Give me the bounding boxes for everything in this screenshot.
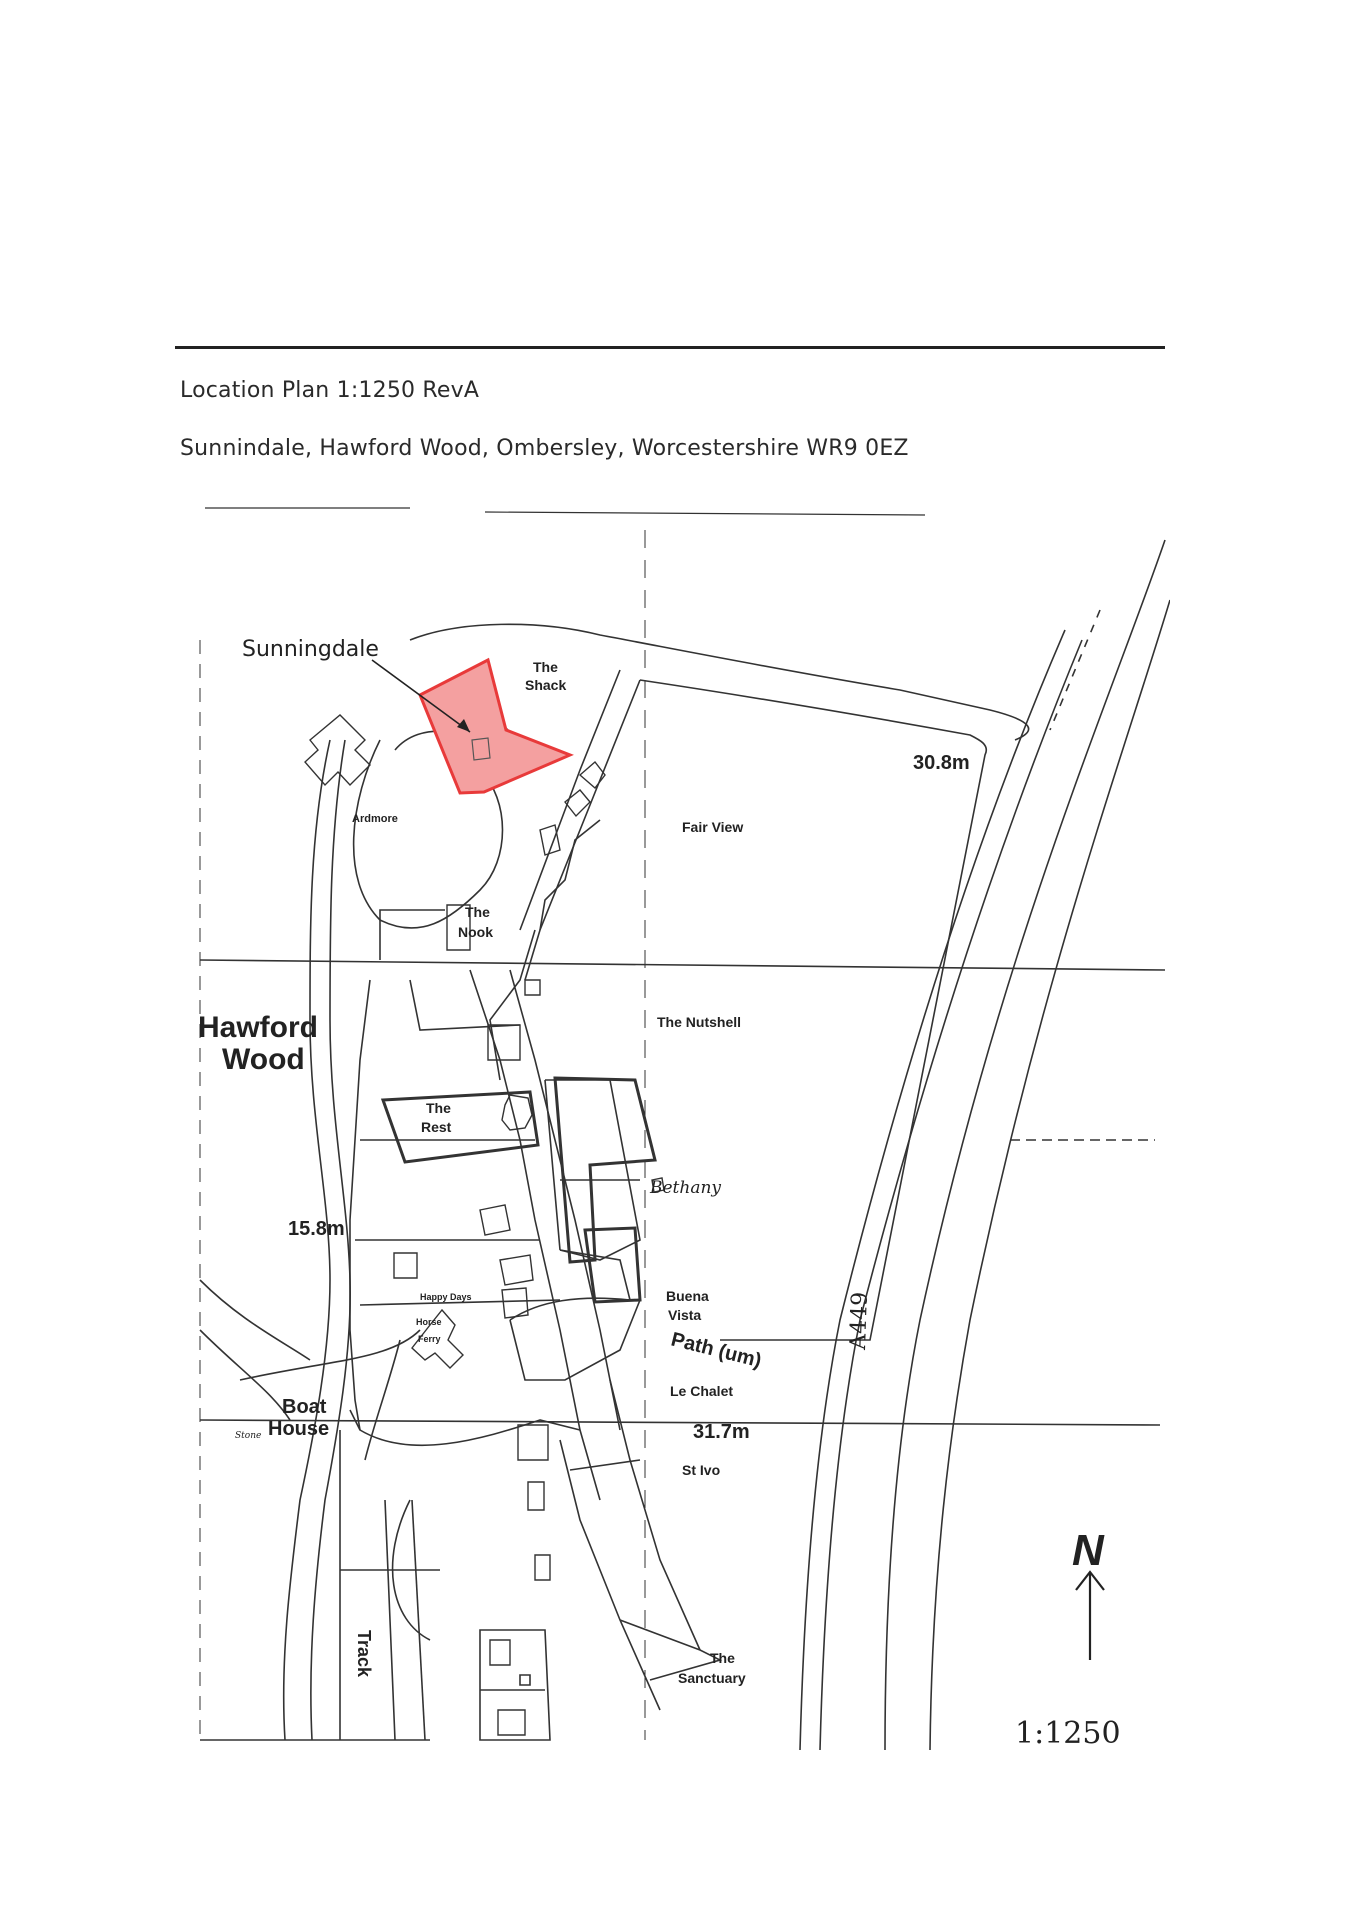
label-stone: Stone <box>235 1431 262 1441</box>
label-le-chalet: Le Chalet <box>670 1383 734 1399</box>
header-rule <box>175 346 1165 349</box>
label-the-rest-2: Rest <box>421 1119 452 1135</box>
label-bethany: Bethany <box>650 1178 722 1198</box>
label-the-nook-2: Nook <box>458 924 493 940</box>
label-the-sanctuary-2: Sanctuary <box>678 1670 746 1686</box>
label-horse-ferry-2: Ferry <box>418 1334 441 1344</box>
spot-height-15-8: 15.8m <box>288 1218 345 1240</box>
road-label-a449: A449 <box>846 1291 874 1351</box>
area-name-wood: Wood <box>222 1043 305 1076</box>
label-path-um: Path (um) <box>668 1328 764 1373</box>
label-buena-vista-2: Vista <box>668 1307 702 1323</box>
label-ardmore: Ardmore <box>352 813 398 825</box>
site-address: Sunnindale, Hawford Wood, Ombersley, Worcestershire WR9 0EZ <box>180 436 909 461</box>
label-horse-ferry-1: Horse <box>416 1317 442 1327</box>
label-the-shack-2: Shack <box>525 677 567 693</box>
area-name-hawford: Hawford <box>198 1011 318 1044</box>
label-track: Track <box>354 1630 374 1678</box>
label-st-ivo: St Ivo <box>682 1462 721 1478</box>
scale-label: 1:1250 <box>1015 1716 1121 1751</box>
label-the-nutshell: The Nutshell <box>657 1014 742 1030</box>
label-the-nook-1: The <box>465 904 490 920</box>
label-boat-house-2: House <box>268 1418 330 1440</box>
label-fair-view: Fair View <box>682 819 744 835</box>
spot-height-31-7: 31.7m <box>693 1421 750 1443</box>
label-happy-days: Happy Days <box>420 1292 472 1302</box>
label-the-shack-1: The <box>533 659 558 675</box>
location-map <box>180 500 1170 1760</box>
spot-height-30-8: 30.8m <box>913 752 970 774</box>
label-the-rest-1: The <box>426 1100 451 1116</box>
label-the-sanctuary-1: The <box>710 1650 735 1666</box>
label-buena-vista-1: Buena <box>666 1288 709 1304</box>
site-callout-label: Sunningdale <box>242 637 379 662</box>
plan-title: Location Plan 1:1250 RevA <box>180 378 480 403</box>
north-arrow-icon <box>1076 1572 1104 1660</box>
label-boat-house-1: Boat <box>282 1396 327 1418</box>
north-label: N <box>1072 1526 1104 1575</box>
